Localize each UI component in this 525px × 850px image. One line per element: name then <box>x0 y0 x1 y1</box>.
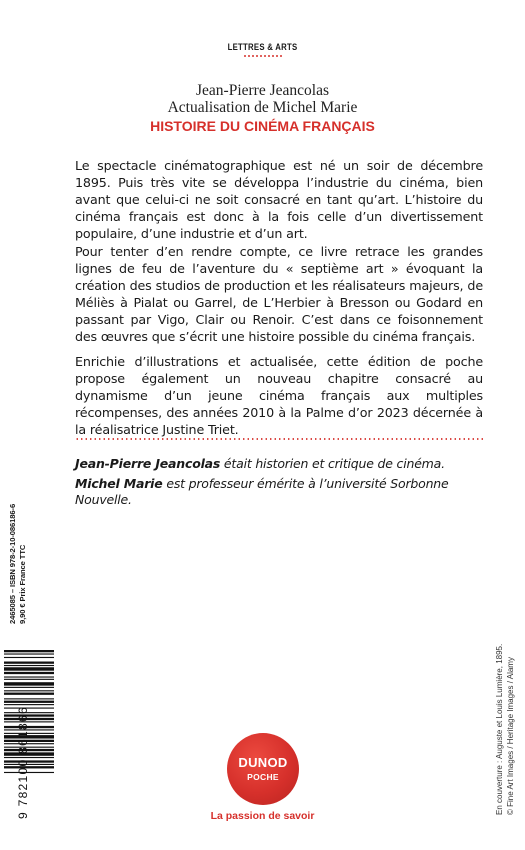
price: 9,90 € Prix France TTC <box>17 544 27 624</box>
logo-dunod-text: DUNOD <box>238 755 288 770</box>
bio-text: était historien et critique de cinéma. <box>220 456 445 471</box>
isbn-code: 2465085 – ISBN 978-2-10-086186-6 <box>8 503 17 624</box>
update-credit: Actualisation de Michel Marie <box>167 99 358 116</box>
blurb-paragraph-3: Enrichie d’illustrations et actualisée, cette édition de poche propose également un nouveau chapitre consacré au dynamisme d’un jeune cinéma français aux multiples récompenses, des années 2010 à la Palme d’or 2023 décernée à la réalisatrice Justine Triet. <box>75 354 483 437</box>
cover-credit-line-1: En couverture : Auguste et Louis Lumière, 1895. <box>495 643 504 815</box>
isbn-price-block <box>8 504 27 624</box>
blurb-paragraph-2: Pour tenter d’en rendre compte, ce livre retrace les grandes lignes de feu de l’aventure du « septième art » évoquant la création des studios de production et les réalisateurs majeurs, de Méliès à Pialat ou Garrel, de L’Herbier à Bresson ou Godard en passant par Vigo, Clair ou Renoir. C’est dans ce foisonnement des œuvres que s’écrit une histoire possible du cinéma français. <box>75 244 483 344</box>
book-title: HISTOIRE DU CINÉMA FRANÇAIS <box>150 118 375 134</box>
cover-credit <box>495 625 516 815</box>
author-name: Jean-Pierre Jeancolas <box>196 82 329 99</box>
editor-bio <box>75 476 495 508</box>
bio-name: Jean-Pierre Jeancolas <box>75 456 221 471</box>
author-bio <box>75 456 495 472</box>
bio-text: est professeur émérite à l’université Sorbonne Nouvelle. <box>75 476 449 507</box>
publisher-tagline: La passion de savoir <box>210 810 315 822</box>
barcode-digits: 9 782100 861866 <box>16 706 30 819</box>
collection-name: LETTRES & ARTS <box>227 42 298 53</box>
dotted-separator <box>75 438 483 440</box>
bio-name: Michel Marie <box>75 476 163 491</box>
blurb-paragraph-1: Le spectacle cinématographique est né un soir de décembre 1895. Puis très vite se développa l’industrie du cinéma, bien avant que celui-ci ne soit consacré en tant qu’art. L’histoire du cinéma français est donc à la fois celle d’un divertissement populaire, d’une industrie et d’un art. <box>75 158 483 241</box>
collection-dotted-rule <box>243 55 283 57</box>
dunod-poche-logo <box>227 733 299 805</box>
cover-credit-line-2: © Fine Art Images / Heritage Images / Alamy <box>505 657 515 815</box>
logo-poche-text: POCHE <box>247 772 279 782</box>
